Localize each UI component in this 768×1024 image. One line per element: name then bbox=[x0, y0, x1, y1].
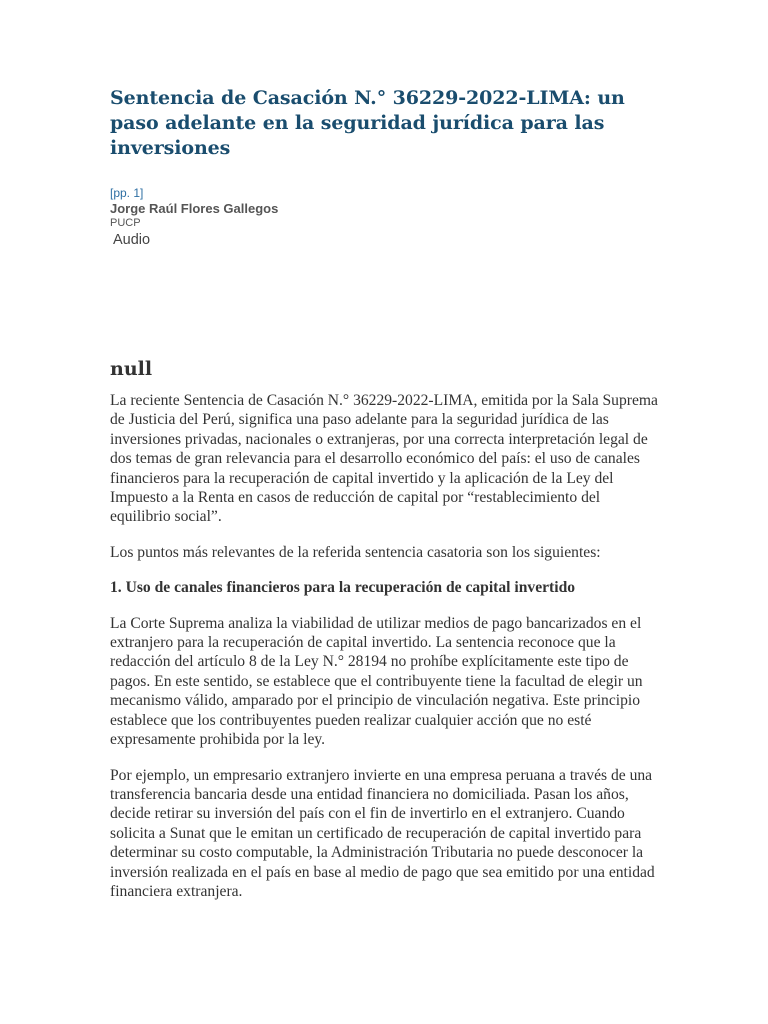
article-title: Sentencia de Casación N.° 36229-2022-LIMA: un paso adelante en la seguridad jurídica para las inversiones bbox=[110, 87, 625, 159]
pages-link[interactable]: [pp. 1] bbox=[110, 186, 144, 200]
article-body bbox=[110, 391, 662, 917]
body-paragraph: Los puntos más relevantes de la referida sentencia casatoria son los siguientes: bbox=[110, 543, 601, 561]
body-paragraph: La Corte Suprema analiza la viabilidad de utilizar medios de pago bancarizados en el extranjero para la recuperación de capital invertido. La sentencia reconoce que la redacción del artículo 8 de la Ley N.° 28194 no prohíbe explícitamente este tipo de pagos. En este sentido, se establece que el contribuyente tiene la facultad de elegir un mecanismo válido, amparado por el principio de vinculación negativa. Este principio establece que los contribuyentes pueden realizar cualquier acción que no esté expresamente prohibida por la ley. bbox=[110, 614, 643, 749]
article bbox=[110, 86, 660, 900]
body-paragraph: Por ejemplo, un empresario extranjero invierte en una empresa peruana a través de una transferencia bancaria desde una entidad financiera no domiciliada. Pasan los años, decide retirar su inversión del país con el fin de invertirlo en el extranjero. Cuando solicita a Sunat que le emitan un certificado de recuperación de capital invertido para determinar su costo computable, la Administración Tributaria no puede desconocer la inversión realizada en el país en base al medio de pago que sea emitido por una entidad financiera extranjera. bbox=[110, 766, 655, 900]
audio-link[interactable]: Audio bbox=[113, 232, 151, 248]
subheading: 1. Uso de canales financieros para la recuperación de capital invertido bbox=[110, 579, 576, 597]
author-name: Jorge Raúl Flores Gallegos bbox=[110, 201, 279, 216]
body-paragraph: La reciente Sentencia de Casación N.° 36229-2022-LIMA, emitida por la Sala Suprema de Justicia del Perú, significa una paso adelante para la seguridad jurídica de las inversiones privadas, nacionales o extranjeras, por una correcta interpretación legal de dos temas de gran relevancia para el desarrollo económico del país: el uso de canales financieros para la recuperación de capital invertido y la aplicación de la Ley del Impuesto a la Renta en casos de reducción de capital por “restablecimiento del equilibrio social”. bbox=[110, 392, 658, 526]
section-heading: null bbox=[110, 358, 153, 380]
article-meta bbox=[110, 186, 660, 250]
author-affiliation: PUCP bbox=[110, 217, 141, 229]
